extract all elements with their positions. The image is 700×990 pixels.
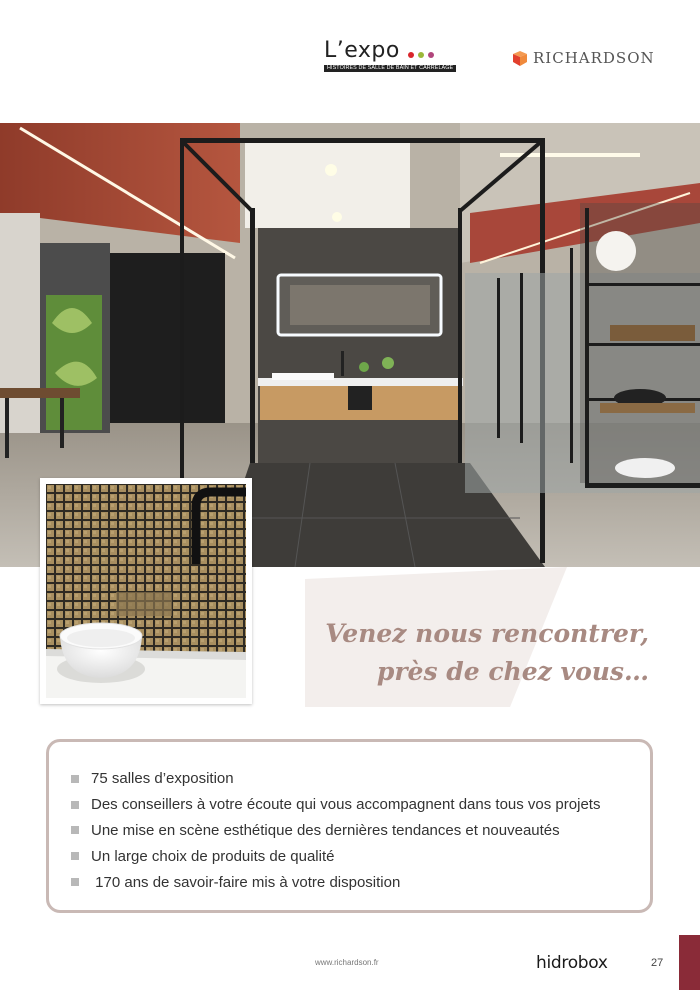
list-item — [71, 792, 650, 818]
lexpo-dot-purple — [428, 52, 434, 58]
square-bullet-icon — [71, 852, 79, 860]
list-item-text: 170 ans de savoir-faire mis à votre disposition — [91, 873, 401, 891]
list-item-text: Des conseillers à votre écoute qui vous accompagnent dans tous vos projets — [91, 796, 601, 814]
list-item-text: Une mise en scène esthétique des dernières tendances et nouveautés — [91, 821, 560, 839]
headline-line-2: près de chez vous… — [376, 657, 649, 686]
lexpo-logo — [322, 38, 454, 76]
basin-mosaic-photo — [40, 478, 252, 704]
lexpo-dot-red — [408, 52, 414, 58]
square-bullet-icon — [71, 775, 79, 783]
list-item — [71, 869, 650, 895]
square-bullet-icon — [71, 801, 79, 809]
list-item-text: 75 salles d’exposition — [91, 770, 234, 788]
headline — [325, 615, 649, 691]
richardson-logo — [512, 49, 655, 67]
hidrobox-logo: hidrobox — [536, 953, 608, 973]
page-number: 27 — [651, 957, 664, 969]
lexpo-logo-tagline: HISTOIRES DE SALLE DE BAIN ET CARRELAGE — [324, 65, 456, 72]
list-item — [71, 818, 650, 844]
list-item — [71, 766, 650, 792]
footer-website-link[interactable]: www.richardson.fr — [315, 958, 379, 967]
richardson-cube-icon — [512, 50, 528, 67]
info-box — [46, 739, 653, 913]
list-item — [71, 843, 650, 869]
square-bullet-icon — [71, 878, 79, 886]
page-edge-tab — [679, 935, 700, 990]
lexpo-logo-word: L’expo — [324, 38, 400, 63]
headline-line-1: Venez nous rencontrer, — [325, 619, 649, 648]
lexpo-dot-green — [418, 52, 424, 58]
square-bullet-icon — [71, 826, 79, 834]
list-item-text: Un large choix de produits de qualité — [91, 847, 335, 865]
richardson-logo-word: RICHARDSON — [533, 49, 655, 67]
info-list — [71, 766, 650, 895]
lexpo-logo-dots — [408, 52, 434, 58]
